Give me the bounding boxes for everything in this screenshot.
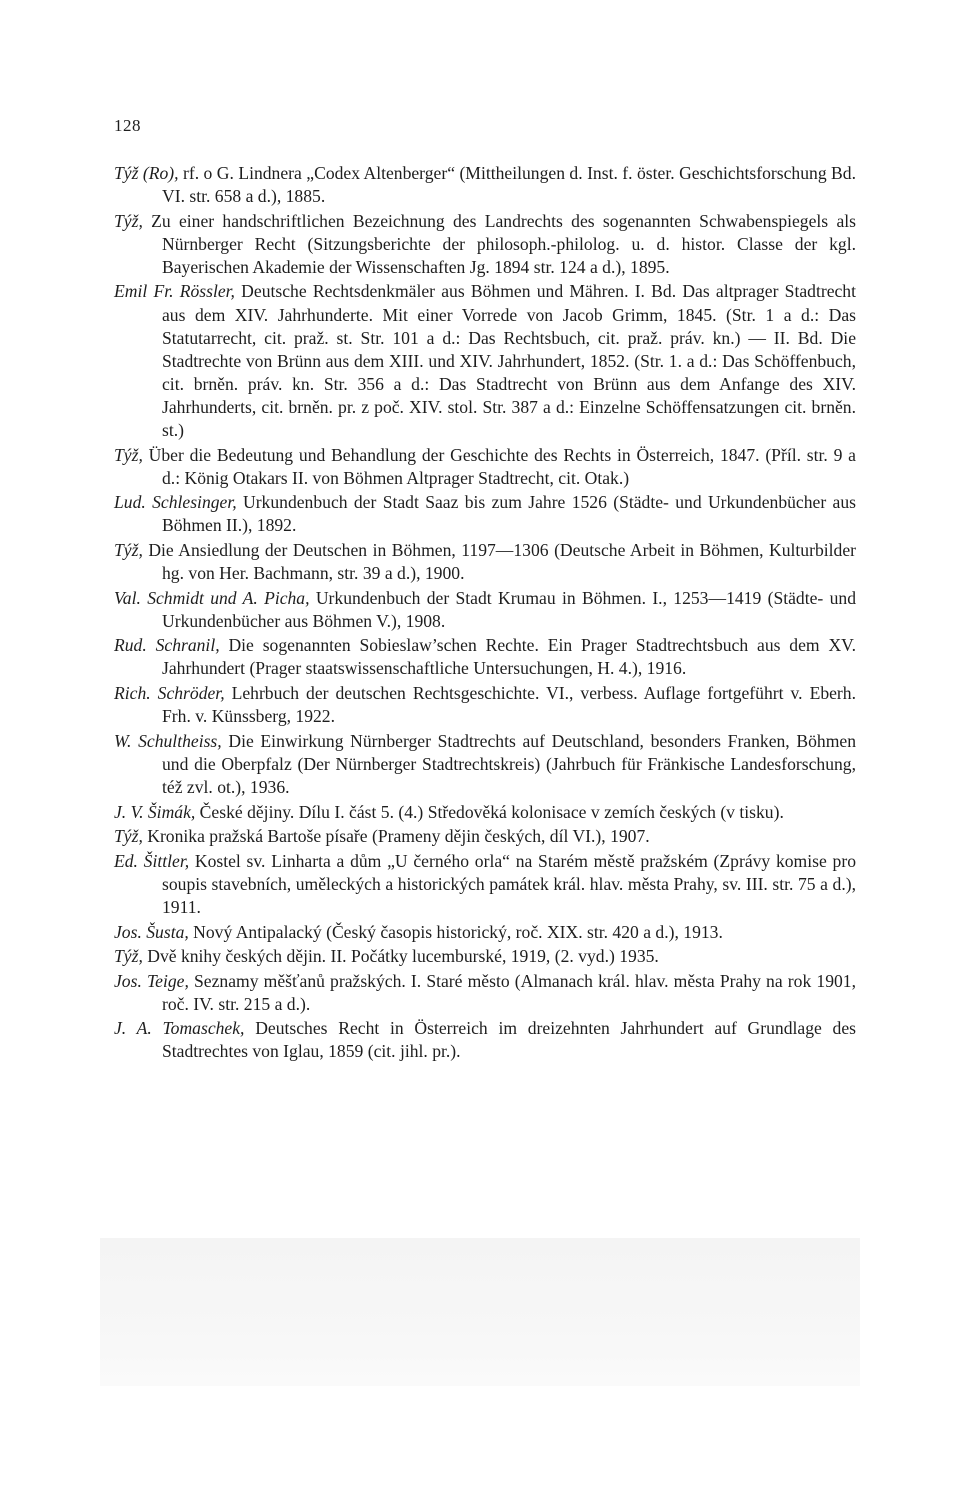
entry-author: Týž, <box>114 210 143 231</box>
entry-author: Ed. Šittler, <box>114 850 190 871</box>
bibliography-entry <box>114 945 856 968</box>
entry-author: J. V. Šimák, <box>114 801 196 822</box>
bibliography-entry <box>114 801 856 824</box>
entry-author: Jos. Šusta, <box>114 921 189 942</box>
entry-text: Die Einwirkung Nürnberger Stadtrechts auf Deutschland, besonders Franken, Böhmen und die Oberpfalz (Der Nürnberger Stadtrechtskreis) (Jahrbuch für Fränkische Landesforschung, též zvl. ot.), 1936. <box>162 730 857 797</box>
bibliography-entry <box>114 730 856 799</box>
entry-text: Über die Bedeutung und Behandlung der Geschichte des Rechts in Österreich, 1847. (Příl. str. 9 a d.: König Otakars II. von Böhmen Altprager Stadtrecht, cit. Otak.) <box>142 444 856 488</box>
entry-author: Rud. Schranil, <box>114 635 220 656</box>
bibliography-entry <box>114 539 856 585</box>
bibliography-list <box>114 162 856 1065</box>
entry-text: Zu einer handschriftlichen Bezeichnung des Landrechts des sogenannten Schwabenspiegels als Nürnberger Recht (Sitzungsberichte der philosoph.-philolog. u. d. histor. Classe der kgl. Bayerischen Akademie der Wissenschaften Jg. 1894 str. 124 a d.), 1895. <box>142 210 856 277</box>
entry-text: Die Ansiedlung der Deutschen in Böhmen, 1197—1306 (Deutsche Arbeit in Böhmen, Kulturbilder hg. von Her. Bachmann, str. 39 a d.), 1900. <box>142 540 856 584</box>
bibliography-entry <box>114 825 856 848</box>
entry-author: Týž, <box>114 540 143 560</box>
bibliography-entry <box>114 921 856 944</box>
entry-text: Nový Antipalacký (Český časopis historický, roč. XIX. str. 420 a d.), 1913. <box>188 921 723 942</box>
bibliography-entry <box>114 162 856 208</box>
entry-text: Lehrbuch der deutschen Rechtsgeschichte. VI., verbess. Auflage fortgeführt v. Eberh. Frh. v. Künssberg, 1922. <box>162 683 856 727</box>
bibliography-entry <box>114 491 856 537</box>
entry-author: Týž, <box>114 444 143 465</box>
entry-text: Kronika pražská Bartoše písaře (Prameny dějin českých, díl VI.), 1907. <box>142 826 650 847</box>
entry-author: J. A. Tomaschek, <box>114 1018 245 1039</box>
entry-author: Lud. Schlesinger, <box>114 492 237 513</box>
entry-text: Dvě knihy českých dějin. II. Počátky lucemburské, 1919, (2. vyd.) 1935. <box>142 946 659 967</box>
bibliography-entry <box>114 634 856 680</box>
entry-author: Val. Schmidt und A. Picha, <box>114 587 310 608</box>
entry-text: Urkundenbuch der Stadt Krumau in Böhmen. I., 1253—1419 (Städte- und Urkundenbücher aus Böhmen V.), 1908. <box>162 587 856 631</box>
bibliography-entry <box>114 280 856 442</box>
bibliography-entry <box>114 1017 856 1063</box>
entry-text: Seznamy měšťanů pražských. I. Staré město (Almanach král. hlav. města Prahy na rok 1901, roč. IV. str. 215 a d.). <box>162 970 856 1014</box>
entry-author: Emil Fr. Rössler, <box>114 281 235 302</box>
bibliography-entry <box>114 587 856 633</box>
bibliography-entry <box>114 682 856 728</box>
bibliography-entry <box>114 444 856 490</box>
entry-author: W. Schultheiss, <box>114 730 222 751</box>
entry-text: Deutsches Recht in Österreich im dreizehnten Jahrhundert auf Grundlage des Stadtrechtes von Iglau, 1859 (cit. jihl. pr.). <box>162 1018 856 1062</box>
entry-text: České dějiny. Dílu I. část 5. (4.) Středověká kolonisace v zemích českých (v tisku). <box>195 801 784 822</box>
bibliography-entry <box>114 850 856 919</box>
bibliography-entry <box>114 210 856 279</box>
entry-author: Týž (Ro), <box>114 163 179 183</box>
entry-author: Rich. Schröder, <box>114 683 225 704</box>
entry-text: rf. o G. Lindnera „Codex Altenberger“ (Mittheilungen d. Inst. f. öster. Geschichtsforschung Bd. VI. str. 658 a d.), 1885. <box>162 163 856 207</box>
entry-text: Urkundenbuch der Stadt Saaz bis zum Jahre 1526 (Städte- und Urkundenbücher aus Böhmen II.), 1892. <box>162 492 856 536</box>
scan-shading <box>100 1238 860 1386</box>
entry-text: Kostel sv. Linharta a dům „U černého orla“ na Starém městě pražském (Zprávy komise pro soupis stavebních, uměleckých a historických památek král. hlav. města Prahy, sv. III. str. 75 a d.), 1911. <box>162 850 856 917</box>
entry-author: Týž, <box>114 826 143 847</box>
entry-author: Týž, <box>114 946 143 967</box>
bibliography-entry <box>114 970 856 1016</box>
entry-text: Deutsche Rechtsdenkmäler aus Böhmen und Mähren. I. Bd. Das altprager Stadtrecht aus dem XIV. Jahrhunderte. Mit einer Vorrede von Jacob Grimm, 1845. (Str. 1 a d.: Das Statutarrecht, cit. praž. st. Str. 101 a d.: Das Rechtsbuch, cit. praž. práv. kn.) — II. Bd. Die Stadtrechte von Brünn aus dem XIII. und XIV. Jahrhundert, 1852. (Str. 1. a d.: Das Schöffenbuch, cit. brněn. práv. kn. Str. 356 a d.: Das Stadtrecht von Brünn aus dem Anfange des XIV. Jahrhunderts, cit. brněn. pr. z poč. XIV. stol. Str. 387 a d.: Einzelne Schöffensatzungen cit. brněn. st.) <box>162 281 856 441</box>
page-number: 128 <box>114 116 141 135</box>
entry-author: Jos. Teige, <box>114 970 189 991</box>
entry-text: Die sogenannten Sobieslaw’schen Rechte. Ein Prager Stadtrechtsbuch aus dem XV. Jahrhundert (Prager staatswissenschaftliche Untersuchungen, H. 4.), 1916. <box>162 635 856 679</box>
